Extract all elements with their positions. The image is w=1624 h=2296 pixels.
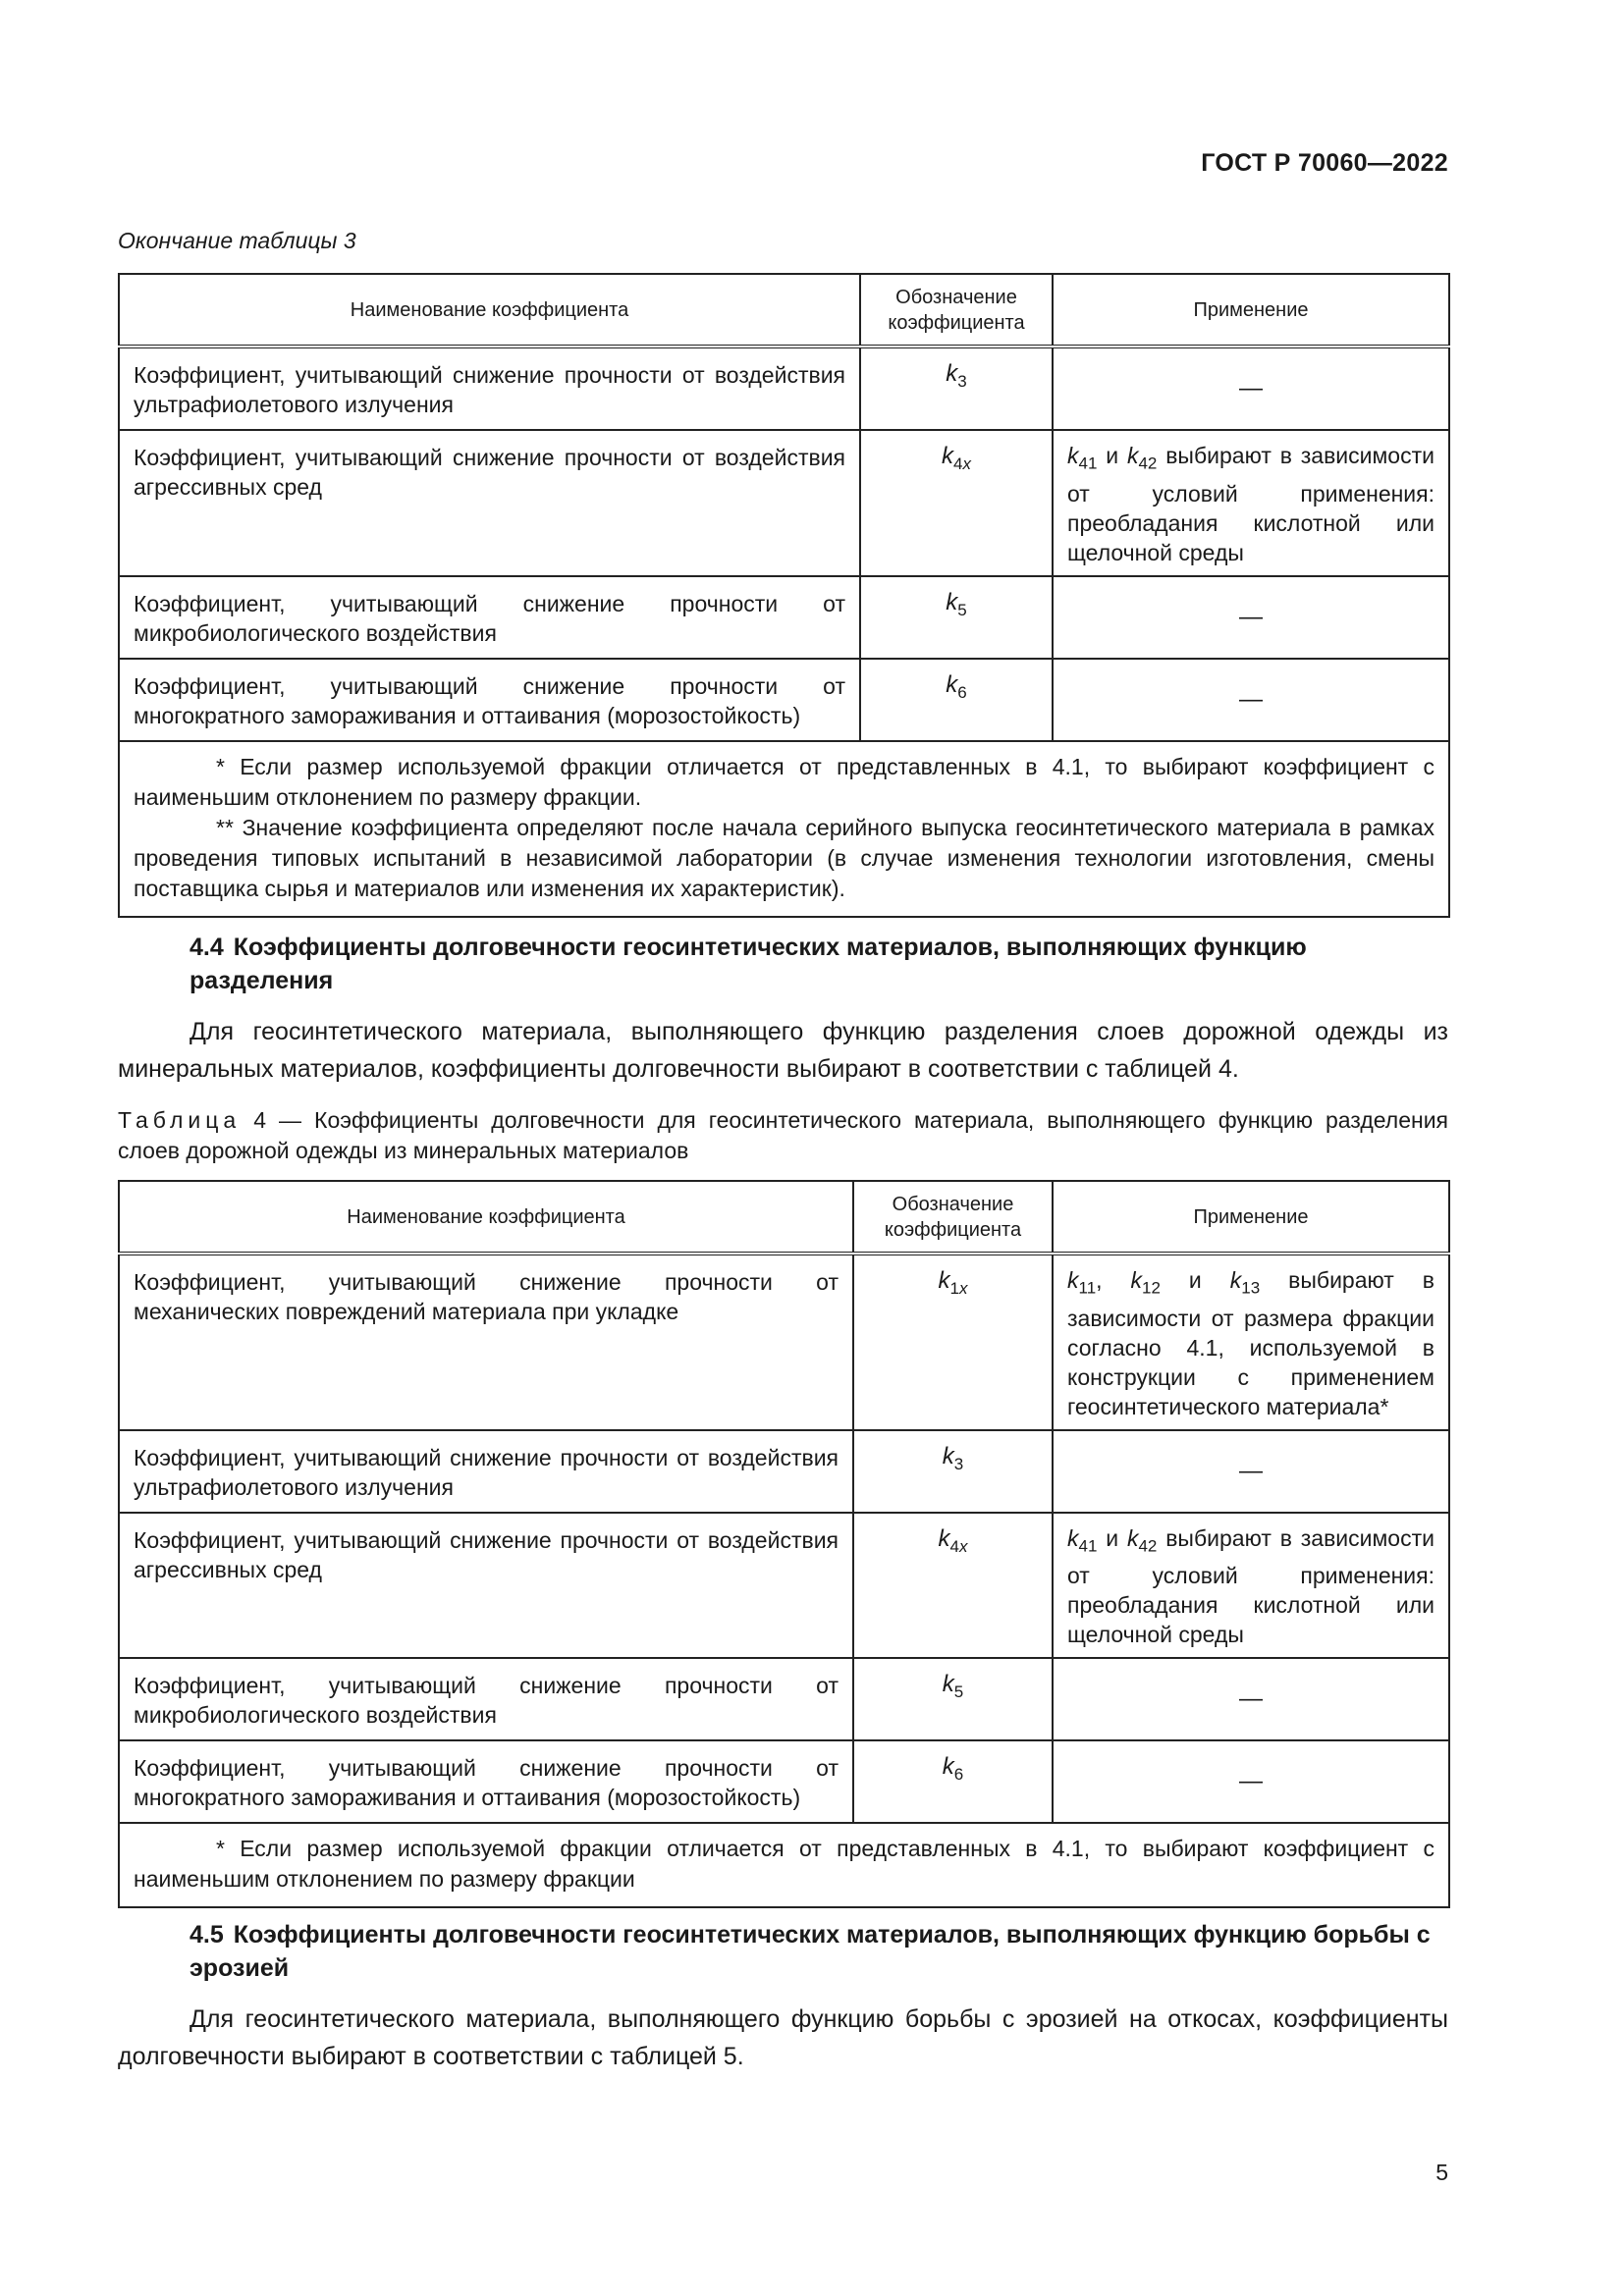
coef-name: Коэффициент, учитывающий снижение прочности от воздействия агрессивных сред (119, 1513, 853, 1659)
coef-application: — (1053, 1430, 1449, 1513)
table-note: ** Значение коэффициента определяют после начала серийного выпуска геосинтетического материала в рамках проведения типовых испытаний в независимой лаборатории (в случае изменения технологии изготовления, смены поставщика сырья и материалов или изменения их характеристик). (134, 814, 1435, 901)
coef-application: — (1053, 347, 1449, 430)
section-paragraph: Для геосинтетического материала, выполняющего функцию разделения слоев дорожной одежды из минеральных материалов, коэффициенты долговечности выбирают в соответствии с таблицей 4. (118, 1018, 1448, 1083)
coef-application: $k_{41}$ и $k_{42}$ выбирают в зависимости от условий применения: преобладания кислотной или щелочной среды (1053, 430, 1449, 576)
section-title: Коэффициенты долговечности геосинтетических материалов, выполняющих функцию разделения (189, 934, 1307, 994)
section-number: 4.4 (189, 934, 224, 961)
column-header-name: Наименование коэффициента (119, 274, 860, 347)
coef-symbol: $k_5$ (853, 1658, 1053, 1740)
table-note: * Если размер используемой фракции отличается от представленных в 4.1, то выбирают коэффициент с наименьшим отклонением по размеру фракции. (134, 753, 1435, 810)
column-header-application: Применение (1053, 1181, 1449, 1254)
coef-application: — (1053, 659, 1449, 741)
coef-symbol: $k_6$ (860, 659, 1053, 741)
coef-symbol: $k_{1x}$ (853, 1254, 1053, 1430)
section-number: 4.5 (189, 1921, 224, 1949)
coef-name: Коэффициент, учитывающий снижение прочности от микробиологического воздействия (119, 576, 860, 659)
column-header-symbol: Обозначение коэффициента (860, 274, 1053, 347)
table-notes-row (119, 741, 1449, 917)
coef-application: — (1053, 1740, 1449, 1823)
coef-name: Коэффициент, учитывающий снижение прочности от воздействия ультрафиолетового излучения (119, 1430, 853, 1513)
section-heading-4-4 (189, 931, 1448, 997)
coef-symbol: $k_5$ (860, 576, 1053, 659)
column-header-name: Наименование коэффициента (119, 1181, 853, 1254)
coef-name: Коэффициент, учитывающий снижение прочности от многократного замораживания и оттаивания (морозостойкость) (119, 659, 860, 741)
coef-name: Коэффициент, учитывающий снижение прочности от микробиологического воздействия (119, 1658, 853, 1740)
table-continuation-label: Окончание таблицы 3 (118, 228, 356, 253)
table-note: * Если размер используемой фракции отличается от представленных в 4.1, то выбирают коэффициент с наименьшим отклонением по размеру фракции (134, 1836, 1435, 1893)
coef-application: — (1053, 1658, 1449, 1740)
coef-symbol: $k_{4x}$ (853, 1513, 1053, 1659)
coef-application: $k_{41}$ и $k_{42}$ выбирают в зависимости от условий применения: преобладания кислотной или щелочной среды (1053, 1513, 1449, 1659)
table-row (119, 1740, 1449, 1823)
section-title: Коэффициенты долговечности геосинтетических материалов, выполняющих функцию борьбы с эрозией (189, 1921, 1431, 1982)
table-row (119, 1254, 1449, 1430)
table-notes-row (119, 1823, 1449, 1907)
table-row (119, 1513, 1449, 1659)
table-row (119, 576, 1449, 659)
column-header-application: Применение (1053, 274, 1449, 347)
table-4-caption: Таблица 4 — Коэффициенты долговечности для геосинтетического материала, выполняющего функцию разделения слоев дорожной одежды из минеральных материалов (118, 1107, 1448, 1163)
table-notes (119, 1823, 1449, 1907)
coef-symbol: $k_3$ (853, 1430, 1053, 1513)
section-paragraph: Для геосинтетического материала, выполняющего функцию борьбы с эрозией на откосах, коэффициенты долговечности выбирают в соответствии с таблицей 5. (118, 2005, 1448, 2070)
column-header-symbol: Обозначение коэффициента (853, 1181, 1053, 1254)
coef-name: Коэффициент, учитывающий снижение прочности от механических повреждений материала при укладке (119, 1254, 853, 1430)
page-number: 5 (1435, 2160, 1448, 2185)
coef-symbol: $k_6$ (853, 1740, 1053, 1823)
table-row (119, 430, 1449, 576)
coef-name: Коэффициент, учитывающий снижение прочности от многократного замораживания и оттаивания (морозостойкость) (119, 1740, 853, 1823)
table-3 (118, 273, 1450, 918)
table-notes (119, 741, 1449, 917)
coef-application: — (1053, 576, 1449, 659)
coef-symbol: $k_{4x}$ (860, 430, 1053, 576)
coef-symbol: $k_3$ (860, 347, 1053, 430)
coef-application: $k_{11}$, $k_{12}$ и $k_{13}$ выбирают в зависимости от размера фракции согласно 4.1, используемой в конструкции с применением геосинтетического материала* (1053, 1254, 1449, 1430)
table-row (119, 1430, 1449, 1513)
table-4 (118, 1180, 1450, 1908)
coef-name: Коэффициент, учитывающий снижение прочности от воздействия агрессивных сред (119, 430, 860, 576)
table-row (119, 659, 1449, 741)
table-row (119, 347, 1449, 430)
section-heading-4-5 (189, 1918, 1448, 1985)
document-id: ГОСТ Р 70060—2022 (1201, 149, 1448, 177)
coef-name: Коэффициент, учитывающий снижение прочности от воздействия ультрафиолетового излучения (119, 347, 860, 430)
table-row (119, 1658, 1449, 1740)
